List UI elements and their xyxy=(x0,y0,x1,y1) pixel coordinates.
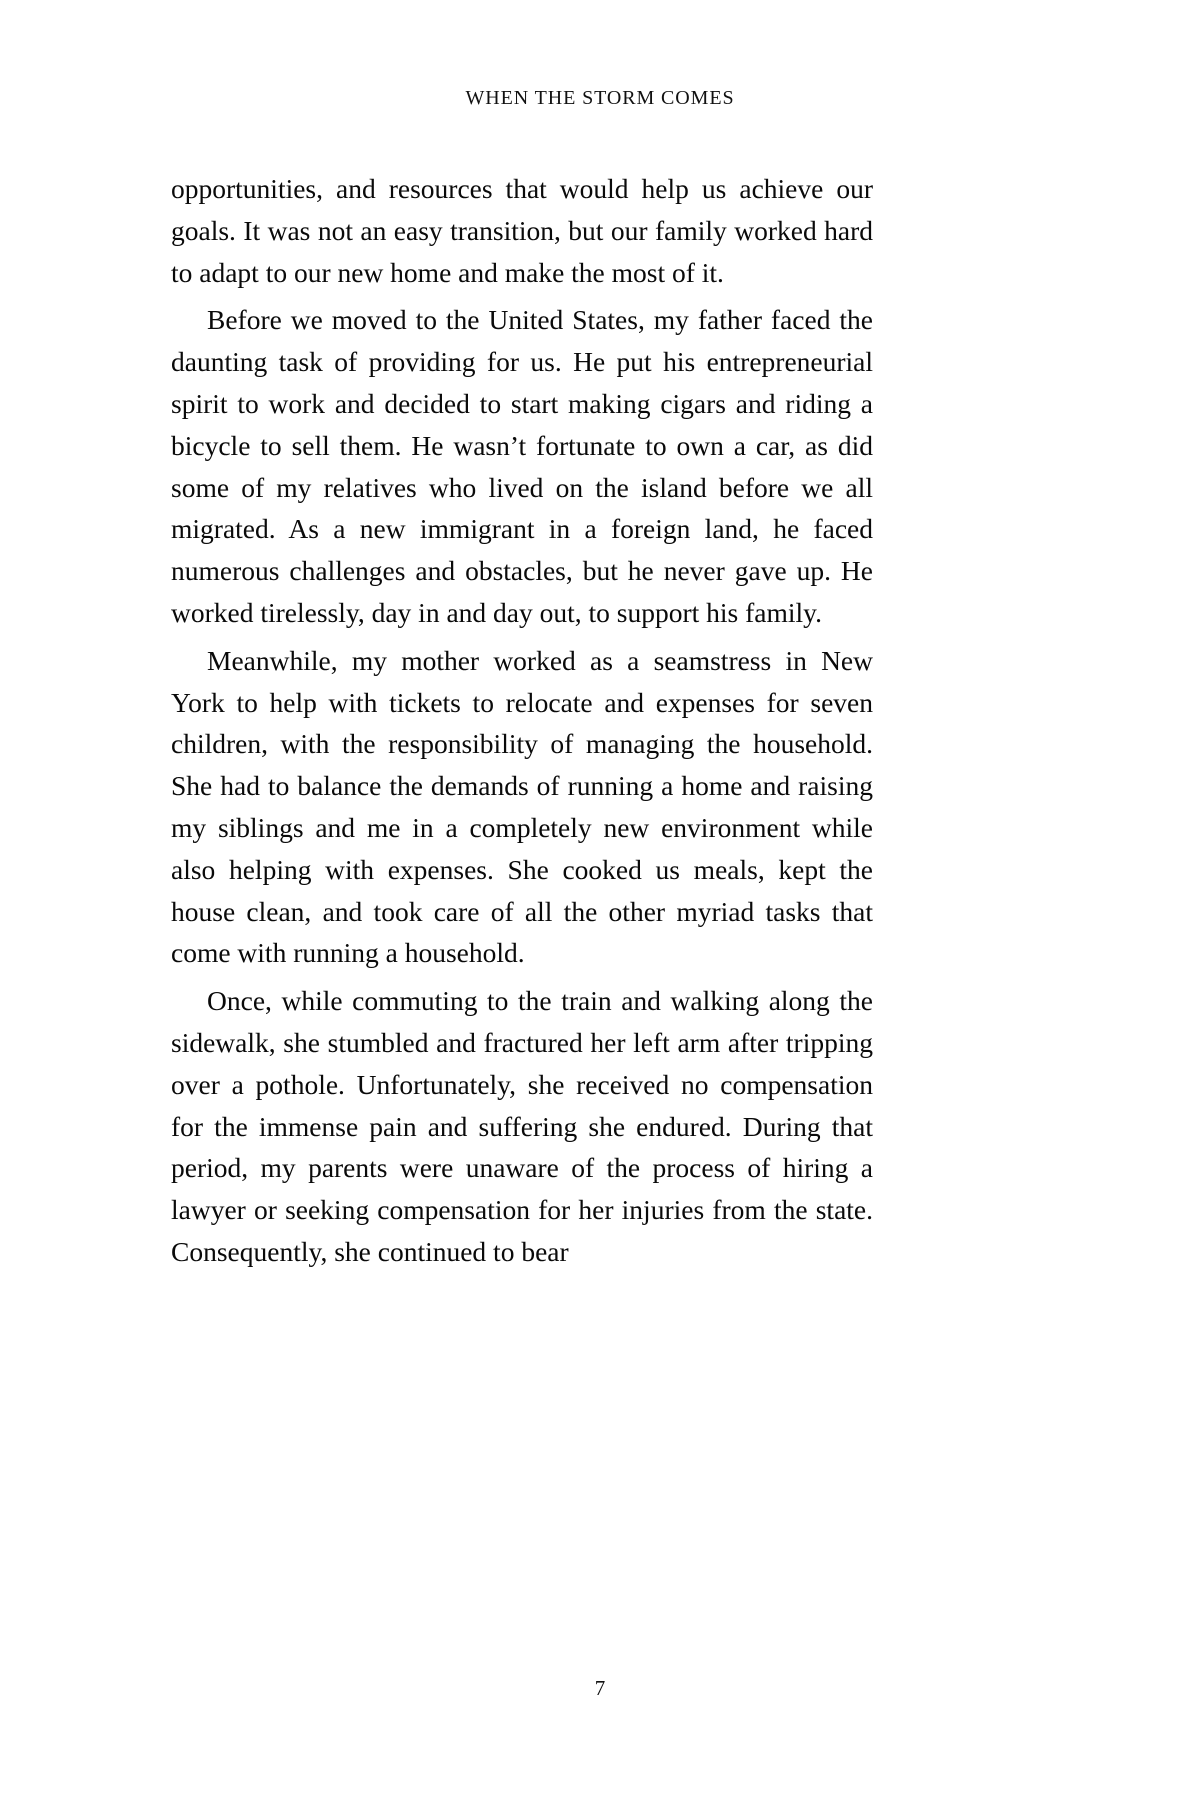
paragraph-accident: Once, while commuting to the train and walking along the sidewalk, she stumbled and fractured her left arm after tripping over a pothole. Unfortunately, she received no compensation for the immense pain and suffering she endured. During that period, my parents were unaware of the process of hiring a lawyer or seeking compensation for her injuries from the state. Consequently, she continued to bear xyxy=(171,985,873,1267)
paragraph-continuation: opportunities, and resources that would help us achieve our goals. It was not an easy transition, but our family worked hard to adapt to our new home and make the most of it. xyxy=(171,173,873,288)
page-number: 7 xyxy=(594,1676,606,1700)
body-text-block xyxy=(171,168,873,1273)
paragraph-father: Before we moved to the United States, my father faced the daunting task of providing for us. He put his entrepreneurial spirit to work and decided to start making cigars and riding a bicycle to sell them. He wasn’t fortunate to own a car, as did some of my relatives who lived on the island before we all migrated. As a new immigrant in a foreign land, he faced numerous challenges and obstacles, but he never gave up. He worked tirelessly, day in and day out, to support his family. xyxy=(171,304,873,628)
running-head: WHEN THE STORM COMES xyxy=(465,87,735,109)
paragraph-mother: Meanwhile, my mother worked as a seamstress in New York to help with tickets to relocate and expenses for seven children, with the responsibility of managing the household. She had to balance the demands of running a home and raising my siblings and me in a completely new environment while also helping with expenses. She cooked us meals, kept the house clean, and took care of all the other myriad tasks that come with running a household. xyxy=(171,644,873,969)
